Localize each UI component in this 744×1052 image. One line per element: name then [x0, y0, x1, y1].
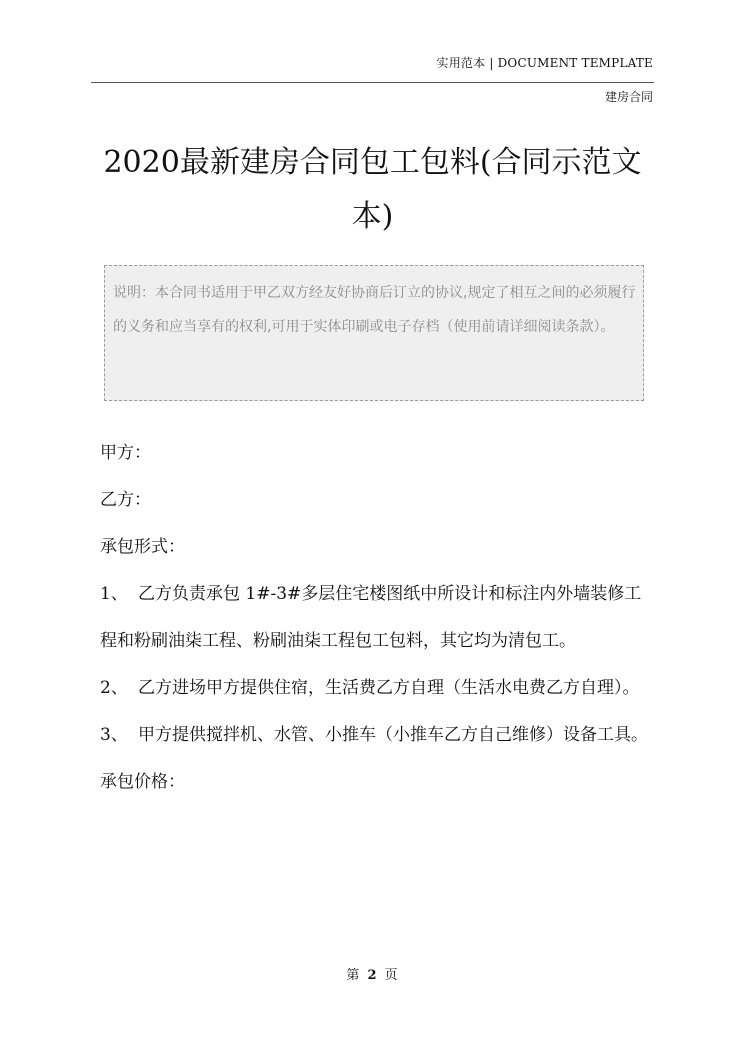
- page-prefix: 第: [346, 968, 360, 983]
- header-category: 建房合同: [604, 90, 653, 104]
- contract-item-1: [100, 571, 658, 665]
- contract-item-number: 1、: [100, 584, 128, 604]
- page-footer: [0, 964, 744, 983]
- description-note-text: 说明：本合同书适用于甲乙双方经友好协商后订立的协议,规定了相互之间的必须履行的义务和应当享有的权利,可用于实体印刷或电子存档（使用前请详细阅读条款）。: [113, 285, 636, 335]
- party-a-label: 甲方：: [100, 443, 151, 463]
- contract-item-text: 乙方进场甲方提供住宿，生活费乙方自理（生活水电费乙方自理）。: [138, 678, 640, 698]
- contract-item-2: [100, 665, 658, 712]
- contract-item-number: 3、: [100, 725, 128, 745]
- page-number: 2: [367, 968, 377, 983]
- contract-form-heading: 承包形式：: [100, 537, 185, 557]
- contract-item-number: 2、: [100, 678, 128, 698]
- description-note-box: [104, 265, 644, 401]
- contract-item-text: 甲方提供搅拌机、水管、小推车（小推车乙方自己维修）设备工具。: [138, 725, 648, 745]
- party-b-label: 乙方：: [100, 490, 151, 510]
- contract-body: [100, 430, 658, 806]
- contract-price-heading: 承包价格：: [100, 772, 185, 792]
- contract-item-3: [100, 712, 658, 759]
- header-template-label: 实用范本 | DOCUMENT TEMPLATE: [436, 56, 653, 70]
- document-title: 2020最新建房合同包工包料(合同示范文本): [103, 145, 642, 234]
- header-divider: [91, 82, 654, 83]
- contract-item-text: 乙方负责承包 1#-3#多层住宅楼图纸中所设计和标注内外墙装修工程和粉刷油柒工程、粉刷油柒工程包工包料，其它均为清包工。: [100, 584, 642, 651]
- page-suffix: 页: [384, 968, 398, 983]
